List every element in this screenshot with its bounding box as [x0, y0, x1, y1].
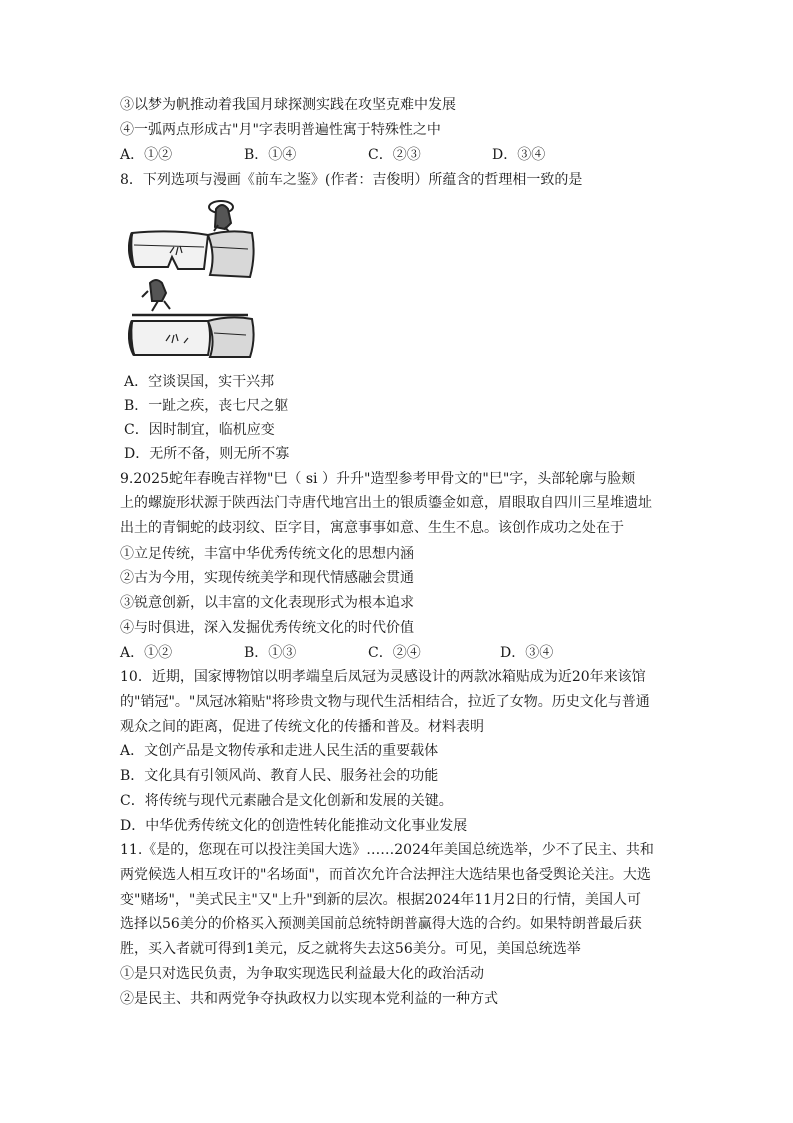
- q8-option-d: D．无所不备，则无所不寡: [124, 446, 290, 462]
- q9-item-2: ②古为今用，实现传统美学和现代情感融会贯通: [120, 570, 414, 586]
- q9-stem-line-2: 上的螺旋形状源于陕西法门寺唐代地宫出土的银质鎏金如意，眉眼取自四川三星堆遗址: [120, 495, 652, 511]
- q9-option-b: B．①③: [244, 645, 297, 661]
- q10-stem-line-2: 的"销冠"。"凤冠冰箱贴"将珍贵文物与现代生活相结合，拉近了女物。历史文化与普通: [120, 694, 650, 710]
- q11-stem-line-3: 变"赌场"，"美式民主"又"上升"到新的层次。根据2024年11月2日的行情，美国人可: [120, 892, 641, 908]
- q9-item-4: ④与时俱进，深入发掘优秀传统文化的时代价值: [120, 620, 414, 636]
- q8-cartoon: [128, 195, 256, 365]
- q7-option-c: C．②③: [368, 147, 421, 163]
- cartoon-falling-through-crack-icon: [128, 195, 256, 365]
- q7-option-a: A．①②: [120, 147, 173, 163]
- q9-item-3: ③锐意创新，以丰富的文化表现形式为根本追求: [120, 595, 414, 611]
- q8-option-b: B．一趾之疾，丧七尺之躯: [124, 398, 289, 414]
- q10-stem-line-3: 观众之间的距离，促进了传统文化的传播和普及。材料表明: [120, 719, 484, 735]
- q9-stem-line-1: 9.2025蛇年春晚吉祥物"巳（ si ）升升"造型参考甲骨文的"巳"字，头部轮廓与脸颊: [120, 471, 636, 487]
- q11-stem-line-4: 选择以56美分的价格买入预测美国前总统特朗普赢得大选的合约。如果特朗普最后获: [120, 916, 642, 932]
- q7-item-3: ③以梦为帆推动着我国月球探测实践在攻坚克难中发展: [120, 97, 456, 113]
- q11-item-1: ①是只对选民负责，为争取实现选民利益最大化的政治活动: [120, 966, 484, 982]
- q10-stem-line-1: 10．近期，国家博物馆以明孝端皇后凤冠为灵感设计的两款冰箱贴成为近20年来该馆: [120, 669, 646, 685]
- q11-stem-line-5: 胜，买入者就可得到1美元，反之就将失去这56美分。可见，美国总统选举: [120, 941, 581, 957]
- q9-option-c: C．②④: [368, 645, 421, 661]
- q7-option-d: D．③④: [492, 147, 546, 163]
- q10-option-c: C．将传统与现代元素融合是文化创新和发展的关键。: [120, 793, 453, 809]
- q10-option-d: D．中华优秀传统文化的创造性转化能推动文化事业发展: [120, 818, 468, 834]
- q9-option-a: A．①②: [120, 645, 173, 661]
- q9-stem-line-3: 出土的青铜蛇的歧羽纹、臣字目，寓意事事如意、生生不息。该创作成功之处在于: [120, 520, 624, 536]
- q7-item-4: ④一弧两点形成古"月"字表明普遍性寓于特殊性之中: [120, 122, 441, 138]
- q10-option-a: A．文创产品是文物传承和走进人民生活的重要载体: [120, 743, 439, 759]
- q8-option-c: C．因时制宜，临机应变: [124, 422, 275, 438]
- q9-option-d: D．③④: [500, 645, 554, 661]
- q8-option-a: A．空谈误国，实干兴邦: [124, 374, 275, 390]
- q9-item-1: ①立足传统，丰富中华优秀传统文化的思想内涵: [120, 546, 414, 562]
- q7-option-b: B．①④: [244, 147, 297, 163]
- q8-stem: 8．下列选项与漫画《前车之鉴》(作者：吉俊明）所蕴含的哲理相一致的是: [120, 172, 583, 188]
- q11-item-2: ②是民主、共和两党争夺执政权力以实现本党利益的一种方式: [120, 991, 498, 1007]
- q11-stem-line-2: 两党候选人相互攻讦的"名场面"，而首次允许合法押注大选结果也备受舆论关注。大选: [120, 867, 651, 883]
- q10-option-b: B．文化具有引领风尚、教育人民、服务社会的功能: [120, 768, 439, 784]
- q11-stem-line-1: 11.《是的，您现在可以投注美国大选》……2024年美国总统选举，少不了民主、共和: [120, 842, 654, 858]
